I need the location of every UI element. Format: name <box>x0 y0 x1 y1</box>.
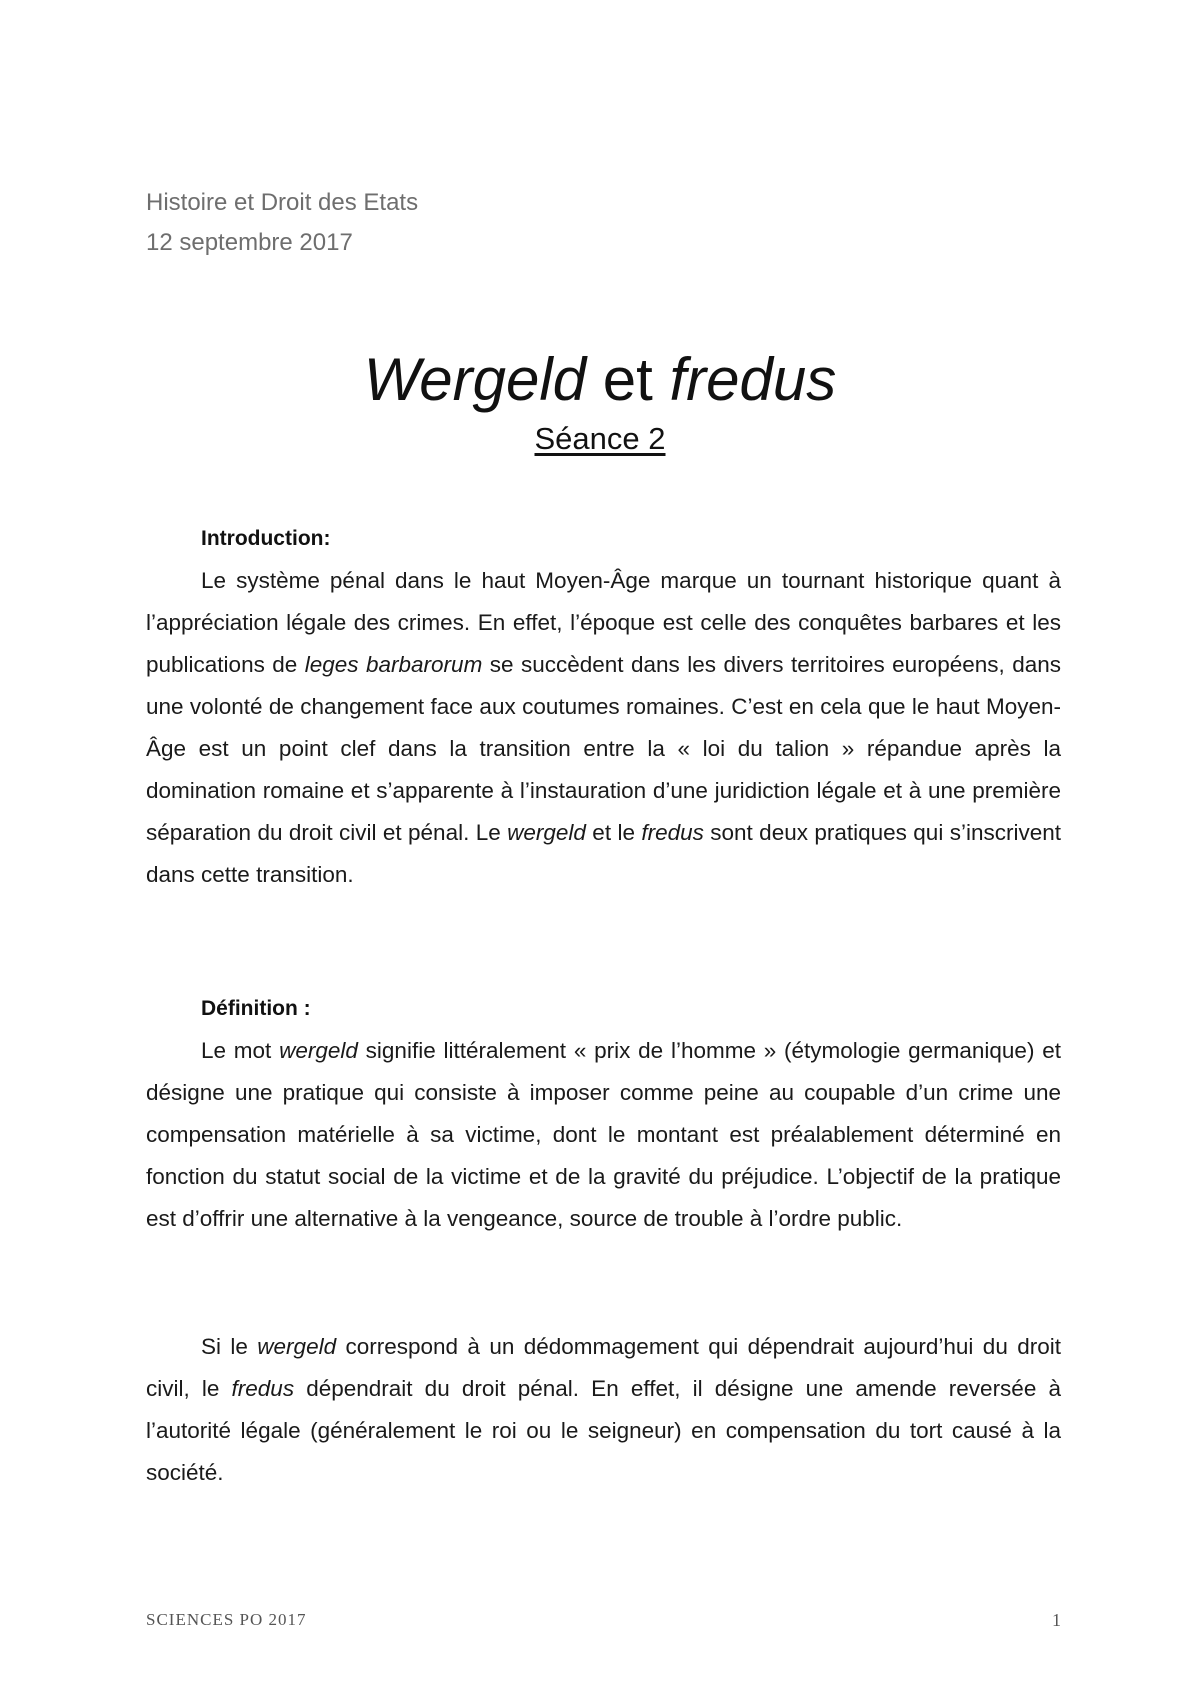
footer-label: SCIENCES PO 2017 <box>146 1610 307 1629</box>
definition-paragraph <box>146 1030 1061 1240</box>
introduction-paragraph <box>146 560 1061 896</box>
definition-section <box>146 988 1061 1240</box>
intro-term-fredus: fredus <box>641 820 704 845</box>
def-term-wergeld: wergeld <box>279 1038 358 1063</box>
introduction-heading: Introduction: <box>201 527 331 550</box>
title-connector: et <box>586 346 670 413</box>
document-header <box>146 183 418 263</box>
introduction-section <box>146 518 1061 896</box>
title-wergeld: Wergeld <box>363 346 587 413</box>
page-number: 1 <box>1052 1610 1061 1630</box>
intro-text-3: et le <box>585 820 642 845</box>
document-date: 12 septembre 2017 <box>146 229 353 256</box>
p3-text-3: dépendrait du droit pénal. En effet, il désigne une amende reversée à l’autorité légale (généralement le roi ou le seigneur) en compensation du tort causé à la société. <box>146 1376 1061 1485</box>
intro-text-2: se succèdent dans les divers territoires européens, dans une volonté de changement face aux coutumes romaines. C’est en cela que le haut Moyen-Âge est un point clef dans la transition entre la « loi du talion » répandue après la domination romaine et s’apparente à l’instauration d’une juridiction légale et à une première séparation du droit civil et pénal. Le <box>146 652 1061 845</box>
document-title <box>0 345 1200 415</box>
session-subtitle: Séance 2 <box>534 421 666 456</box>
intro-text-1: Le système pénal dans le haut Moyen-Âge marque un tournant historique quant à l’appréciation légale des crimes. En effet, l’époque est celle des conquêtes barbares et les publications de <box>146 568 1061 677</box>
intro-text-4: sont deux pratiques qui s’inscrivent dans cette transition. <box>146 820 1061 887</box>
def-text-2: signifie littéralement « prix de l’homme » (étymologie germanique) et désigne une pratique qui consiste à imposer comme peine au coupable d’un crime une compensation matérielle à sa victime, dont le montant est préalablement déterminé en fonction du statut social de la victime et de la gravité du préjudice. L’objectif de la pratique est d’offrir une alternative à la vengeance, source de trouble à l’ordre public. <box>146 1038 1061 1231</box>
p3-text-1: Si le <box>201 1334 258 1359</box>
intro-term-wergeld: wergeld <box>507 820 586 845</box>
intro-term-leges: leges barbarorum <box>304 652 483 677</box>
fredus-paragraph <box>146 1326 1061 1494</box>
p3-term-fredus: fredus <box>231 1376 295 1401</box>
course-title: Histoire et Droit des Etats <box>146 189 419 216</box>
p3-text-2: correspond à un dédommagement qui dépendrait aujourd’hui du droit civil, le <box>146 1334 1061 1401</box>
fredus-section <box>146 1326 1061 1494</box>
p3-term-wergeld: wergeld <box>257 1334 337 1359</box>
title-fredus: fredus <box>669 346 837 413</box>
title-block <box>0 345 1200 459</box>
definition-heading: Définition : <box>201 997 311 1020</box>
def-text-1: Le mot <box>201 1038 280 1063</box>
